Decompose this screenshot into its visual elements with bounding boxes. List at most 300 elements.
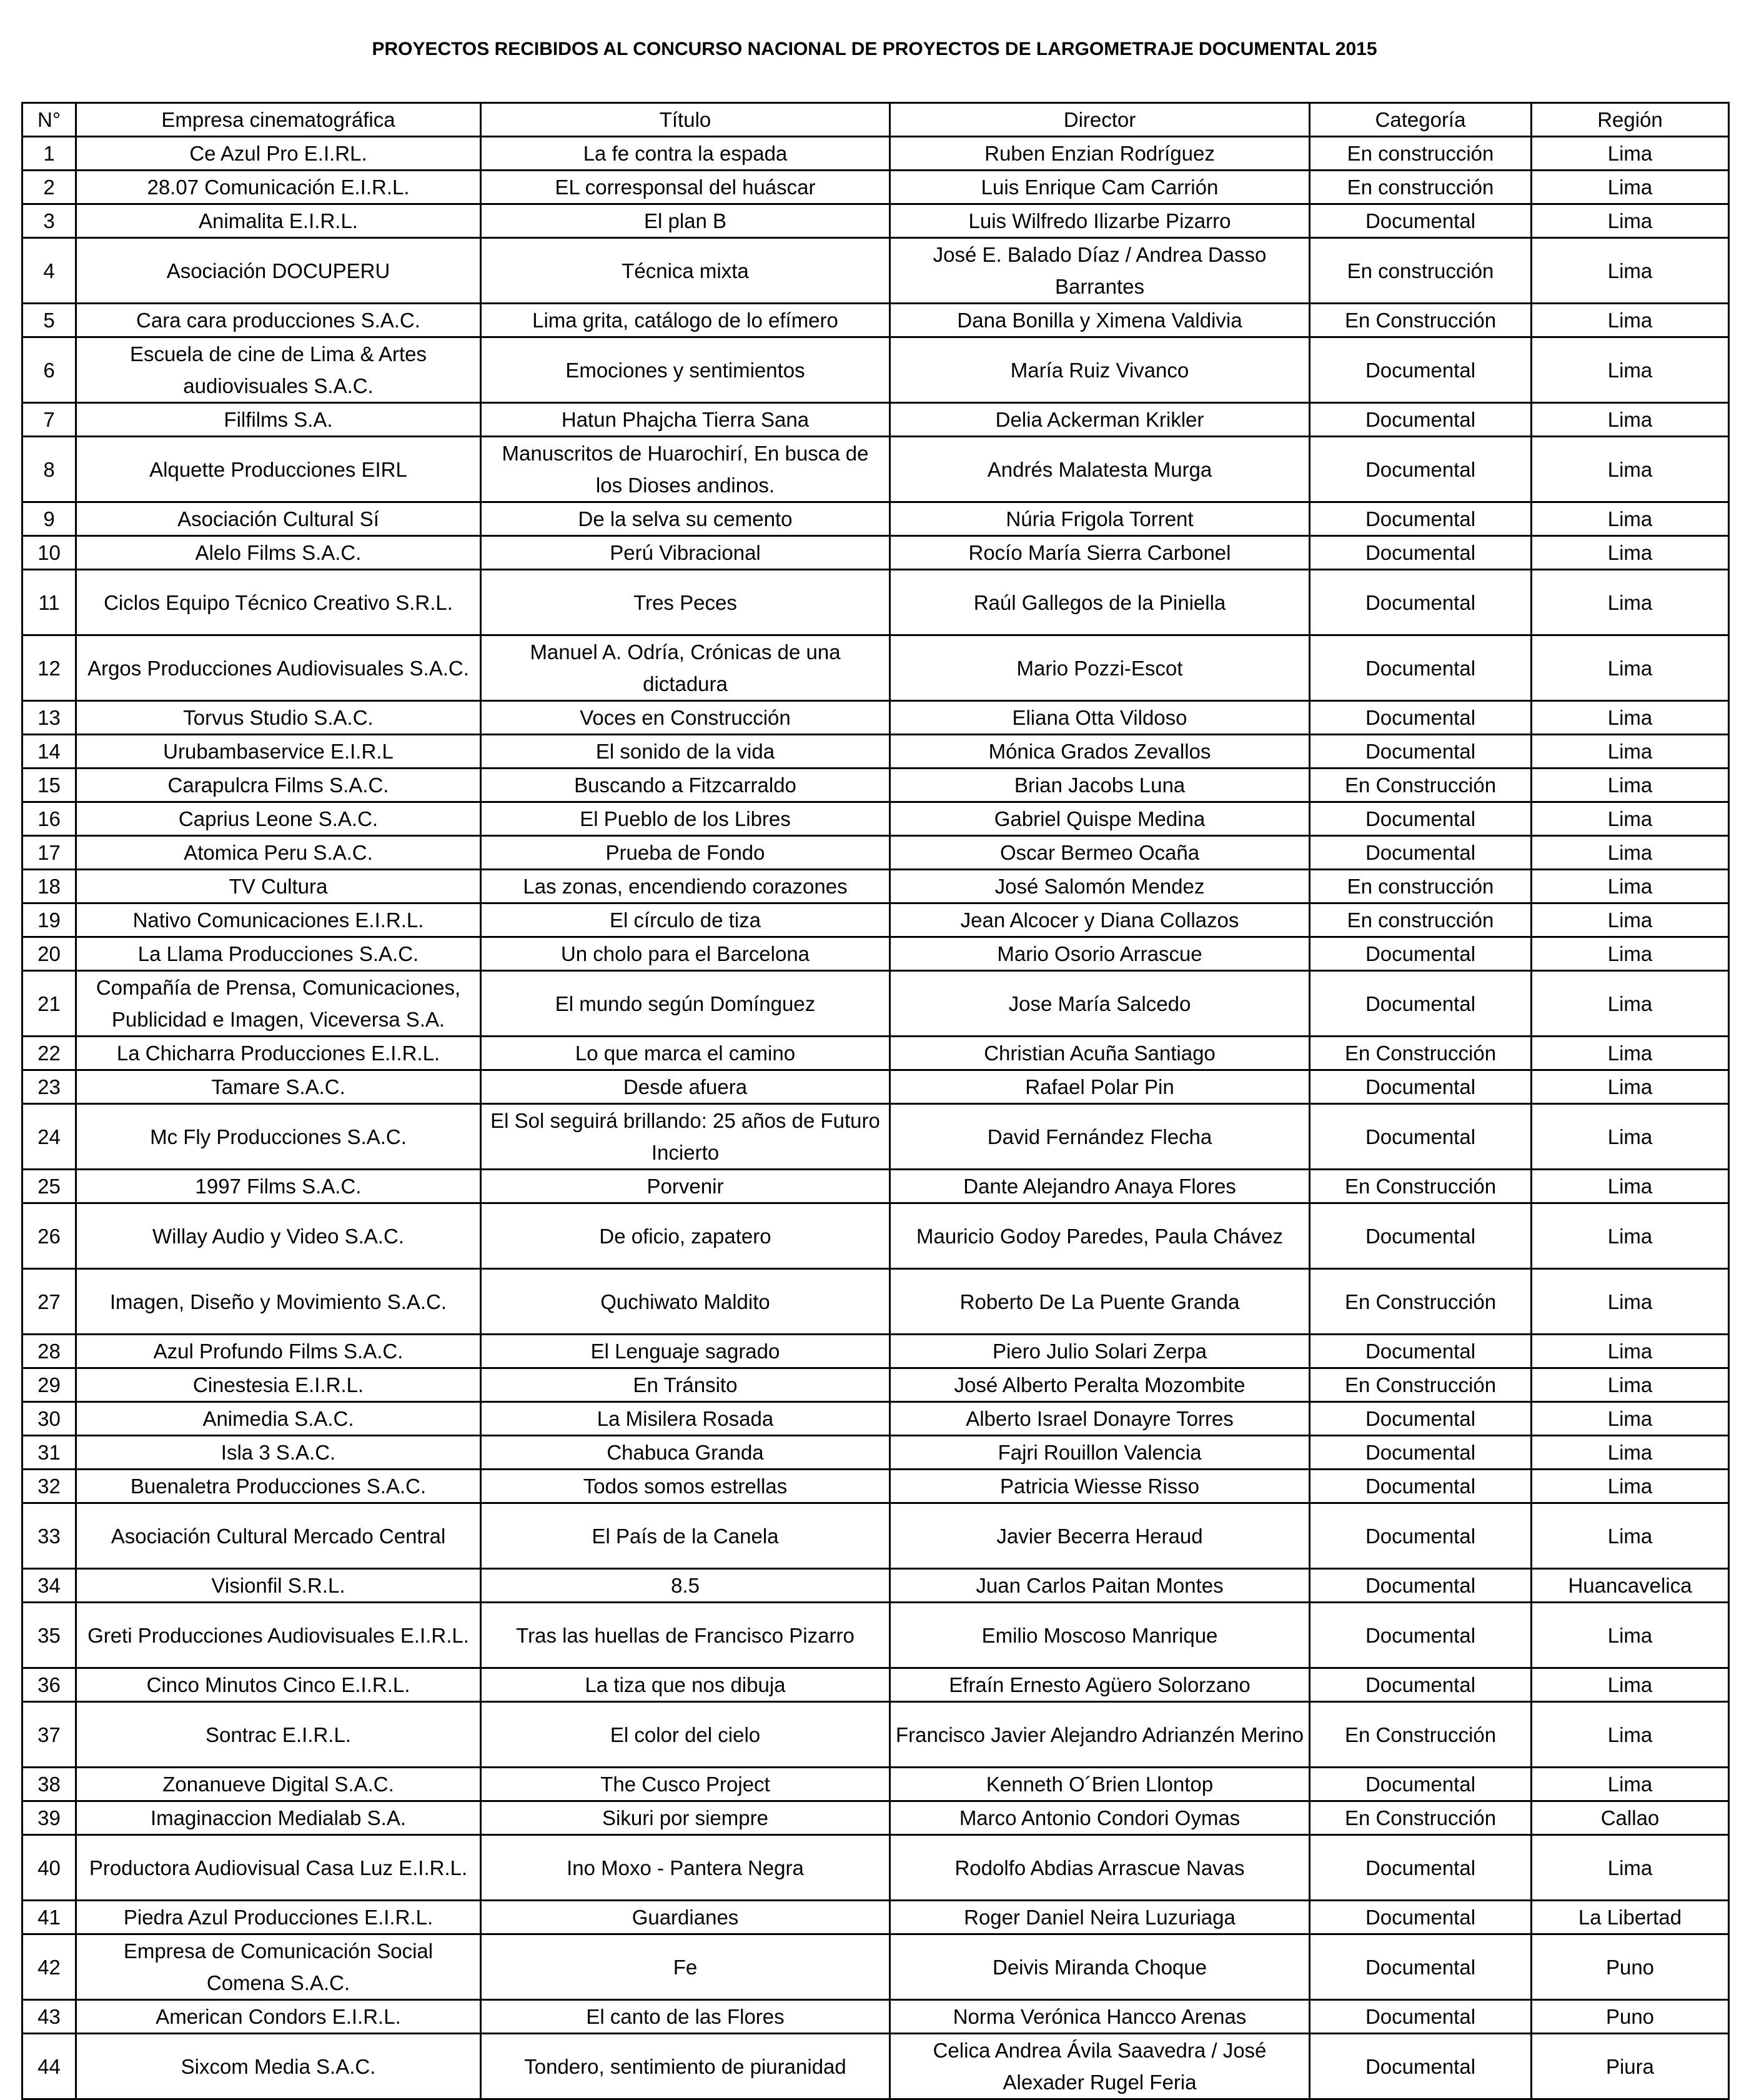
row-company: Imagen, Diseño y Movimiento S.A.C. <box>76 1269 481 1335</box>
table-row <box>22 403 1729 437</box>
row-company: Asociación Cultural Sí <box>76 502 481 536</box>
row-category: Documental <box>1310 1835 1532 1901</box>
row-category: En Construcción <box>1310 1368 1532 1402</box>
row-director: Raúl Gallegos de la Piniella <box>890 570 1310 635</box>
row-region: Lima <box>1532 238 1729 304</box>
row-company: Asociación DOCUPERU <box>76 238 481 304</box>
row-number: 26 <box>22 1203 76 1269</box>
table-row <box>22 971 1729 1037</box>
table-row <box>22 937 1729 971</box>
row-category: Documental <box>1310 1668 1532 1702</box>
row-category: Documental <box>1310 2000 1532 2034</box>
row-number: 37 <box>22 1702 76 1768</box>
row-company: Mc Fly Producciones S.A.C. <box>76 1104 481 1170</box>
row-company: Imaginaccion Medialab S.A. <box>76 1801 481 1835</box>
row-category: En construcción <box>1310 137 1532 171</box>
row-number: 16 <box>22 802 76 836</box>
row-company: Visionfil S.R.L. <box>76 1569 481 1603</box>
row-number: 25 <box>22 1170 76 1203</box>
table-row <box>22 502 1729 536</box>
row-category: Documental <box>1310 701 1532 735</box>
row-number: 42 <box>22 1934 76 2000</box>
row-director: Luis Enrique Cam Carrión <box>890 171 1310 204</box>
row-title: Emociones y sentimientos <box>481 337 890 403</box>
row-company: Zonanueve Digital S.A.C. <box>76 1768 481 1801</box>
row-director: Núria Frigola Torrent <box>890 502 1310 536</box>
row-company: Urubambaservice E.I.R.L <box>76 735 481 769</box>
table-row <box>22 769 1729 802</box>
table-row <box>22 701 1729 735</box>
page-title: PROYECTOS RECIBIDOS AL CONCURSO NACIONAL DE PROYECTOS DE LARGOMETRAJE DOCUMENTAL 2015 <box>372 39 1377 59</box>
row-title: Lima grita, catálogo de lo efímero <box>481 304 890 337</box>
row-director: José Salomón Mendez <box>890 870 1310 903</box>
row-director: María Ruiz Vivanco <box>890 337 1310 403</box>
row-number: 14 <box>22 735 76 769</box>
row-number: 20 <box>22 937 76 971</box>
row-title: Guardianes <box>481 1901 890 1934</box>
row-director: Mauricio Godoy Paredes, Paula Chávez <box>890 1203 1310 1269</box>
row-director: Piero Julio Solari Zerpa <box>890 1335 1310 1368</box>
row-company: Carapulcra Films S.A.C. <box>76 769 481 802</box>
row-title: Sikuri por siempre <box>481 1801 890 1835</box>
row-title: En Tránsito <box>481 1368 890 1402</box>
row-director: Dana Bonilla y Ximena Valdivia <box>890 304 1310 337</box>
table-row <box>22 870 1729 903</box>
row-number: 7 <box>22 403 76 437</box>
table-row <box>22 437 1729 502</box>
row-company: TV Cultura <box>76 870 481 903</box>
row-number: 15 <box>22 769 76 802</box>
row-number: 43 <box>22 2000 76 2034</box>
row-title: De oficio, zapatero <box>481 1203 890 1269</box>
row-director: Delia Ackerman Krikler <box>890 403 1310 437</box>
row-region: Huancavelica <box>1532 1569 1729 1603</box>
row-category: Documental <box>1310 403 1532 437</box>
row-category: En Construcción <box>1310 1037 1532 1070</box>
row-category: Documental <box>1310 1203 1532 1269</box>
row-director: Celica Andrea Ávila Saavedra / José Alexader Rugel Feria <box>890 2034 1310 2099</box>
row-category: En Construcción <box>1310 1702 1532 1768</box>
row-director: Kenneth O´Brien Llontop <box>890 1768 1310 1801</box>
row-director: Efraín Ernesto Agüero Solorzano <box>890 1668 1310 1702</box>
row-region: Lima <box>1532 802 1729 836</box>
row-title: Técnica mixta <box>481 238 890 304</box>
row-number: 30 <box>22 1402 76 1436</box>
row-company: Ciclos Equipo Técnico Creativo S.R.L. <box>76 570 481 635</box>
row-category: Documental <box>1310 1768 1532 1801</box>
row-category: Documental <box>1310 937 1532 971</box>
row-title: Hatun Phajcha Tierra Sana <box>481 403 890 437</box>
row-category: Documental <box>1310 437 1532 502</box>
row-title: El Lenguaje sagrado <box>481 1335 890 1368</box>
row-region: Lima <box>1532 735 1729 769</box>
row-number: 18 <box>22 870 76 903</box>
row-title: Prueba de Fondo <box>481 836 890 870</box>
table-row <box>22 1835 1729 1901</box>
row-number: 24 <box>22 1104 76 1170</box>
row-company: Animedia S.A.C. <box>76 1402 481 1436</box>
row-title: Fe <box>481 1934 890 2000</box>
row-region: Lima <box>1532 1203 1729 1269</box>
row-title: Todos somos estrellas <box>481 1470 890 1503</box>
table-row <box>22 304 1729 337</box>
column-header-category: Categoría <box>1310 103 1532 137</box>
row-category: Documental <box>1310 2034 1532 2099</box>
row-region: Lima <box>1532 1037 1729 1070</box>
table-row <box>22 536 1729 570</box>
row-company: Empresa de Comunicación Social Comena S.A.C. <box>76 1934 481 2000</box>
row-director: Brian Jacobs Luna <box>890 769 1310 802</box>
row-director: Marco Antonio Condori Oymas <box>890 1801 1310 1835</box>
row-director: Deivis Miranda Choque <box>890 1934 1310 2000</box>
row-region: Lima <box>1532 304 1729 337</box>
row-director: Javier Becerra Heraud <box>890 1503 1310 1569</box>
row-company: Tamare S.A.C. <box>76 1070 481 1104</box>
row-title: El País de la Canela <box>481 1503 890 1569</box>
row-title: El color del cielo <box>481 1702 890 1768</box>
row-category: En construcción <box>1310 171 1532 204</box>
table-row <box>22 1037 1729 1070</box>
row-number: 40 <box>22 1835 76 1901</box>
row-region: Lima <box>1532 171 1729 204</box>
row-number: 21 <box>22 971 76 1037</box>
row-region: Lima <box>1532 1702 1729 1768</box>
column-header-region: Región <box>1532 103 1729 137</box>
row-company: Piedra Azul Producciones E.I.R.L. <box>76 1901 481 1934</box>
row-title: 8.5 <box>481 1569 890 1603</box>
row-director: Roger Daniel Neira Luzuriaga <box>890 1901 1310 1934</box>
row-category: En Construcción <box>1310 304 1532 337</box>
row-title: De la selva su cemento <box>481 502 890 536</box>
row-region: Lima <box>1532 137 1729 171</box>
row-region: Lima <box>1532 870 1729 903</box>
table-row <box>22 1269 1729 1335</box>
row-category: En Construcción <box>1310 1269 1532 1335</box>
row-company: Greti Producciones Audiovisuales E.I.R.L. <box>76 1603 481 1668</box>
row-number: 28 <box>22 1335 76 1368</box>
table-row <box>22 1901 1729 1934</box>
table-row <box>22 1503 1729 1569</box>
projects-table <box>21 102 1730 2100</box>
table-row <box>22 1603 1729 1668</box>
row-region: Lima <box>1532 1269 1729 1335</box>
row-title: Desde afuera <box>481 1070 890 1104</box>
row-number: 22 <box>22 1037 76 1070</box>
row-category: En construcción <box>1310 903 1532 937</box>
table-row <box>22 337 1729 403</box>
row-region: Lima <box>1532 1368 1729 1402</box>
row-category: En construcción <box>1310 870 1532 903</box>
row-title: El mundo según Domínguez <box>481 971 890 1037</box>
row-company: La Chicharra Producciones E.I.R.L. <box>76 1037 481 1070</box>
row-company: Argos Producciones Audiovisuales S.A.C. <box>76 635 481 701</box>
row-title: El sonido de la vida <box>481 735 890 769</box>
table-row <box>22 1203 1729 1269</box>
row-company: Escuela de cine de Lima & Artes audiovisuales S.A.C. <box>76 337 481 403</box>
row-category: Documental <box>1310 971 1532 1037</box>
row-company: Buenaletra Producciones S.A.C. <box>76 1470 481 1503</box>
row-director: Andrés Malatesta Murga <box>890 437 1310 502</box>
row-director: Gabriel Quispe Medina <box>890 802 1310 836</box>
row-director: Mónica Grados Zevallos <box>890 735 1310 769</box>
row-company: Cinco Minutos Cinco E.I.R.L. <box>76 1668 481 1702</box>
row-director: Rafael Polar Pin <box>890 1070 1310 1104</box>
row-director: David Fernández Flecha <box>890 1104 1310 1170</box>
row-director: Eliana Otta Vildoso <box>890 701 1310 735</box>
row-title: Tondero, sentimiento de piuranidad <box>481 2034 890 2099</box>
row-region: Lima <box>1532 437 1729 502</box>
table-body <box>22 137 1729 2099</box>
row-category: Documental <box>1310 337 1532 403</box>
row-number: 35 <box>22 1603 76 1668</box>
row-category: Documental <box>1310 1503 1532 1569</box>
row-category: Documental <box>1310 536 1532 570</box>
row-director: José E. Balado Díaz / Andrea Dasso Barrantes <box>890 238 1310 304</box>
table-row <box>22 1934 1729 2000</box>
row-company: Alelo Films S.A.C. <box>76 536 481 570</box>
table-row <box>22 1070 1729 1104</box>
table-row <box>22 1335 1729 1368</box>
row-director: Dante Alejandro Anaya Flores <box>890 1170 1310 1203</box>
row-title: Porvenir <box>481 1170 890 1203</box>
row-category: Documental <box>1310 802 1532 836</box>
row-company: 28.07 Comunicación E.I.R.L. <box>76 171 481 204</box>
table-row <box>22 1569 1729 1603</box>
row-region: Lima <box>1532 1470 1729 1503</box>
row-region: Callao <box>1532 1801 1729 1835</box>
row-title: Voces en Construcción <box>481 701 890 735</box>
row-category: Documental <box>1310 836 1532 870</box>
row-title: Un cholo para el Barcelona <box>481 937 890 971</box>
row-region: Lima <box>1532 701 1729 735</box>
row-number: 36 <box>22 1668 76 1702</box>
row-company: La Llama Producciones S.A.C. <box>76 937 481 971</box>
row-title: El plan B <box>481 204 890 238</box>
row-region: Piura <box>1532 2034 1729 2099</box>
table-row <box>22 735 1729 769</box>
row-director: Jose María Salcedo <box>890 971 1310 1037</box>
row-region: Lima <box>1532 1335 1729 1368</box>
row-category: Documental <box>1310 635 1532 701</box>
row-number: 31 <box>22 1436 76 1470</box>
row-company: Filfilms S.A. <box>76 403 481 437</box>
table-row <box>22 1470 1729 1503</box>
table-row <box>22 1104 1729 1170</box>
row-number: 2 <box>22 171 76 204</box>
row-director: José Alberto Peralta Mozombite <box>890 1368 1310 1402</box>
row-company: Asociación Cultural Mercado Central <box>76 1503 481 1569</box>
row-company: Atomica Peru S.A.C. <box>76 836 481 870</box>
row-company: 1997 Films S.A.C. <box>76 1170 481 1203</box>
row-number: 17 <box>22 836 76 870</box>
table-row <box>22 836 1729 870</box>
row-company: Sontrac E.I.R.L. <box>76 1702 481 1768</box>
row-title: Tres Peces <box>481 570 890 635</box>
row-number: 12 <box>22 635 76 701</box>
table-row <box>22 171 1729 204</box>
row-region: Lima <box>1532 502 1729 536</box>
row-company: Sixcom Media S.A.C. <box>76 2034 481 2099</box>
row-number: 29 <box>22 1368 76 1402</box>
table-row <box>22 1668 1729 1702</box>
row-number: 11 <box>22 570 76 635</box>
table-row <box>22 137 1729 171</box>
row-number: 4 <box>22 238 76 304</box>
table-row <box>22 1170 1729 1203</box>
row-title: Perú Vibracional <box>481 536 890 570</box>
row-region: Lima <box>1532 403 1729 437</box>
table-header-row <box>22 103 1729 137</box>
row-number: 39 <box>22 1801 76 1835</box>
row-region: Puno <box>1532 2000 1729 2034</box>
row-category: Documental <box>1310 570 1532 635</box>
row-category: Documental <box>1310 1436 1532 1470</box>
row-number: 13 <box>22 701 76 735</box>
row-category: Documental <box>1310 735 1532 769</box>
row-number: 5 <box>22 304 76 337</box>
row-company: Cara cara producciones S.A.C. <box>76 304 481 337</box>
row-company: Nativo Comunicaciones E.I.R.L. <box>76 903 481 937</box>
row-region: Lima <box>1532 1835 1729 1901</box>
row-region: Lima <box>1532 337 1729 403</box>
row-company: Willay Audio y Video S.A.C. <box>76 1203 481 1269</box>
row-number: 32 <box>22 1470 76 1503</box>
row-number: 3 <box>22 204 76 238</box>
row-region: Lima <box>1532 1768 1729 1801</box>
row-number: 9 <box>22 502 76 536</box>
row-region: Lima <box>1532 536 1729 570</box>
table-row <box>22 802 1729 836</box>
row-director: Roberto De La Puente Granda <box>890 1269 1310 1335</box>
row-number: 1 <box>22 137 76 171</box>
row-region: Lima <box>1532 836 1729 870</box>
row-director: Luis Wilfredo Ilizarbe Pizarro <box>890 204 1310 238</box>
row-number: 44 <box>22 2034 76 2099</box>
table-row <box>22 1801 1729 1835</box>
row-director: Juan Carlos Paitan Montes <box>890 1569 1310 1603</box>
table-row <box>22 1702 1729 1768</box>
row-director: Francisco Javier Alejandro Adrianzén Merino <box>890 1702 1310 1768</box>
row-director: Patricia Wiesse Risso <box>890 1470 1310 1503</box>
row-title: Manuel A. Odría, Crónicas de una dictadura <box>481 635 890 701</box>
row-region: Lima <box>1532 204 1729 238</box>
row-category: Documental <box>1310 1901 1532 1934</box>
table-row <box>22 204 1729 238</box>
row-company: American Condors E.I.R.L. <box>76 2000 481 2034</box>
row-title: Quchiwato Maldito <box>481 1269 890 1335</box>
row-company: Productora Audiovisual Casa Luz E.I.R.L. <box>76 1835 481 1901</box>
row-region: Lima <box>1532 1668 1729 1702</box>
row-company: Ce Azul Pro E.I.RL. <box>76 137 481 171</box>
row-company: Animalita E.I.R.L. <box>76 204 481 238</box>
row-company: Azul Profundo Films S.A.C. <box>76 1335 481 1368</box>
row-region: Lima <box>1532 1503 1729 1569</box>
row-title: The Cusco Project <box>481 1768 890 1801</box>
row-title: Chabuca Granda <box>481 1436 890 1470</box>
row-number: 8 <box>22 437 76 502</box>
row-number: 10 <box>22 536 76 570</box>
row-company: Compañía de Prensa, Comunicaciones, Publicidad e Imagen, Viceversa S.A. <box>76 971 481 1037</box>
row-company: Caprius Leone S.A.C. <box>76 802 481 836</box>
row-region: Lima <box>1532 903 1729 937</box>
table-row <box>22 2034 1729 2099</box>
row-director: Mario Pozzi-Escot <box>890 635 1310 701</box>
row-region: Lima <box>1532 1070 1729 1104</box>
row-category: En Construcción <box>1310 1801 1532 1835</box>
row-number: 19 <box>22 903 76 937</box>
row-category: Documental <box>1310 204 1532 238</box>
row-title: El canto de las Flores <box>481 2000 890 2034</box>
row-number: 23 <box>22 1070 76 1104</box>
row-category: Documental <box>1310 1402 1532 1436</box>
row-director: Rodolfo Abdias Arrascue Navas <box>890 1835 1310 1901</box>
row-category: Documental <box>1310 1603 1532 1668</box>
table-row <box>22 903 1729 937</box>
row-director: Alberto Israel Donayre Torres <box>890 1402 1310 1436</box>
row-director: Emilio Moscoso Manrique <box>890 1603 1310 1668</box>
row-category: Documental <box>1310 502 1532 536</box>
row-region: Lima <box>1532 635 1729 701</box>
row-title: Buscando a Fitzcarraldo <box>481 769 890 802</box>
column-header-director: Director <box>890 103 1310 137</box>
row-region: La Libertad <box>1532 1901 1729 1934</box>
row-title: Las zonas, encendiendo corazones <box>481 870 890 903</box>
row-number: 6 <box>22 337 76 403</box>
table-row <box>22 1368 1729 1402</box>
table-row <box>22 570 1729 635</box>
row-company: Isla 3 S.A.C. <box>76 1436 481 1470</box>
row-category: Documental <box>1310 1104 1532 1170</box>
row-category: Documental <box>1310 1934 1532 2000</box>
table-row <box>22 635 1729 701</box>
row-director: Jean Alcocer y Diana Collazos <box>890 903 1310 937</box>
row-title: La tiza que nos dibuja <box>481 1668 890 1702</box>
row-company: Alquette Producciones EIRL <box>76 437 481 502</box>
column-header-company: Empresa cinematográfica <box>76 103 481 137</box>
row-category: Documental <box>1310 1569 1532 1603</box>
row-region: Puno <box>1532 1934 1729 2000</box>
row-director: Oscar Bermeo Ocaña <box>890 836 1310 870</box>
row-company: Torvus Studio S.A.C. <box>76 701 481 735</box>
row-category: En construcción <box>1310 238 1532 304</box>
row-region: Lima <box>1532 1603 1729 1668</box>
row-region: Lima <box>1532 971 1729 1037</box>
row-title: El Pueblo de los Libres <box>481 802 890 836</box>
row-director: Rocío María Sierra Carbonel <box>890 536 1310 570</box>
row-title: Ino Moxo - Pantera Negra <box>481 1835 890 1901</box>
row-category: Documental <box>1310 1335 1532 1368</box>
column-header-number: N° <box>22 103 76 137</box>
row-region: Lima <box>1532 1104 1729 1170</box>
column-header-title: Título <box>481 103 890 137</box>
row-director: Christian Acuña Santiago <box>890 1037 1310 1070</box>
row-title: El Sol seguirá brillando: 25 años de Futuro Incierto <box>481 1104 890 1170</box>
row-region: Lima <box>1532 1170 1729 1203</box>
row-number: 41 <box>22 1901 76 1934</box>
row-director: Fajri Rouillon Valencia <box>890 1436 1310 1470</box>
row-title: EL corresponsal del huáscar <box>481 171 890 204</box>
row-category: En Construcción <box>1310 769 1532 802</box>
row-director: Norma Verónica Hancco Arenas <box>890 2000 1310 2034</box>
row-number: 34 <box>22 1569 76 1603</box>
row-number: 27 <box>22 1269 76 1335</box>
row-category: Documental <box>1310 1470 1532 1503</box>
row-region: Lima <box>1532 769 1729 802</box>
row-title: El círculo de tiza <box>481 903 890 937</box>
row-director: Mario Osorio Arrascue <box>890 937 1310 971</box>
row-number: 33 <box>22 1503 76 1569</box>
row-director: Ruben Enzian Rodríguez <box>890 137 1310 171</box>
